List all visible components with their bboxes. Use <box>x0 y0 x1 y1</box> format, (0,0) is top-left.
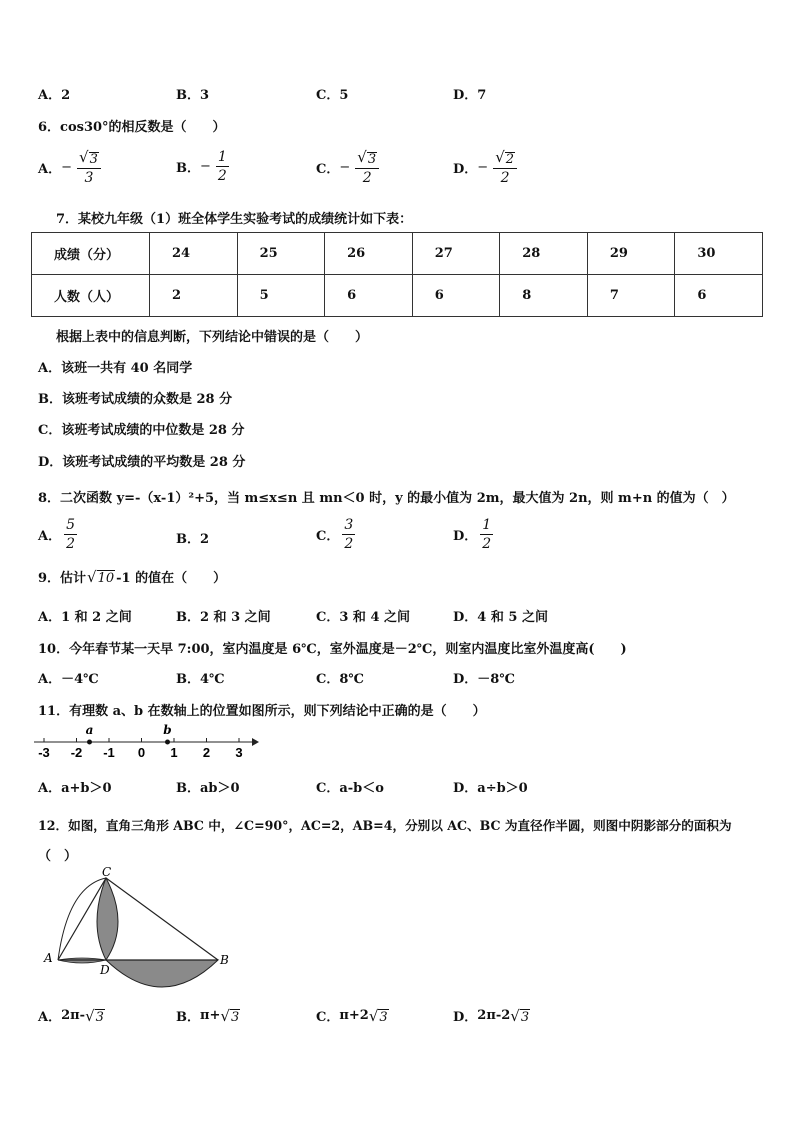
table-cell: 30 <box>675 233 763 275</box>
fraction <box>480 518 493 551</box>
q5-option-c: C．5 <box>316 88 349 103</box>
option-letter: A． <box>38 1010 62 1025</box>
q8-option-a <box>38 518 77 551</box>
grades-table <box>31 232 763 317</box>
q9-option-c: C．3 和 4 之间 <box>316 610 411 625</box>
option-letter: C． <box>316 1010 340 1025</box>
q5-option-b: B．3 <box>176 88 210 103</box>
table-row <box>32 233 763 275</box>
table-cell: 7 <box>587 275 675 317</box>
denominator: 2 <box>500 170 510 186</box>
number-line-tick-label: -2 <box>70 745 83 760</box>
q12-option-a <box>38 1006 105 1025</box>
number-line-tick-label: 3 <box>235 745 243 760</box>
q12-question-line1: 12．如图，直角三角形 ABC 中，∠C=90°，AC=2，AB=4，分别以 AC、BC 为直径作半圆，则图中阴影部分的面积为 <box>38 818 732 833</box>
q11-question: 11．有理数 a、b 在数轴上的位置如图所示，则下列结论中正确的是（ ） <box>38 704 486 719</box>
q10-option-a: A．－4℃ <box>38 672 99 687</box>
q8-option-c <box>316 518 355 551</box>
numerator: 5 <box>66 517 76 533</box>
q7-option-b: B．该班考试成绩的众数是 28 分 <box>38 392 233 407</box>
table-cell: 28 <box>500 233 588 275</box>
denominator: 2 <box>344 536 354 552</box>
radicand: 3 <box>379 1009 388 1025</box>
numerator: 1 <box>217 149 227 165</box>
q6-option-b <box>176 150 229 183</box>
point-b <box>165 740 170 745</box>
q10-option-c: C．8℃ <box>316 672 364 687</box>
table-cell: 5 <box>237 275 325 317</box>
q7-question: 7．某校九年级（1）班全体学生实验考试的成绩统计如下表： <box>56 212 413 227</box>
label-d: D <box>100 963 110 977</box>
radicand: 3 <box>95 1009 104 1025</box>
q10-option-b: B．4℃ <box>176 672 225 687</box>
number-line-tick-label: 0 <box>137 745 146 760</box>
arrow-icon <box>252 738 259 746</box>
denominator: 2 <box>482 536 492 552</box>
q12-question-line2: （ ） <box>38 849 78 864</box>
fraction <box>64 518 77 551</box>
table-cell: 27 <box>412 233 500 275</box>
label-a: A <box>44 951 53 965</box>
label-b: B <box>220 953 229 967</box>
q8-question: 8．二次函数 y=-（x-1）²+5，当 m≤x≤n 且 mn＜0 时，y 的最小值为 2m，最大值为 2n，则 m+n 的值为（ ） <box>38 491 735 506</box>
q10-question: 10．今年春节某一天早 7:00，室内温度是 6℃，室外温度是－2℃，则室内温度比室外温度高( ) <box>38 642 627 657</box>
table-cell: 24 <box>150 233 238 275</box>
q7-prompt: 根据上表中的信息判断，下列结论中错误的是（ ） <box>56 330 369 345</box>
minus-sign: − <box>339 160 351 175</box>
numerator: 3 <box>89 152 98 167</box>
q11-option-c: C．a-b＜o <box>316 781 384 796</box>
fraction <box>493 150 517 185</box>
option-text: B．2 <box>176 532 210 547</box>
radicand: 3 <box>230 1009 240 1025</box>
shaded-large-segment <box>106 960 218 987</box>
minus-sign: − <box>477 160 489 175</box>
fraction <box>342 518 355 551</box>
q8-option-b <box>176 528 209 547</box>
denominator: 2 <box>66 536 76 552</box>
triangle-figure <box>38 866 238 996</box>
table-cell: 25 <box>237 233 325 275</box>
sqrt-icon: √ <box>85 1006 95 1025</box>
option-prefix: π+2 <box>339 1008 369 1023</box>
number-line-tick-label: -3 <box>38 745 50 760</box>
fraction <box>216 150 229 183</box>
q12-option-d <box>453 1006 530 1025</box>
label-c: C <box>102 866 112 879</box>
q9-option-d: D．4 和 5 之间 <box>453 610 548 625</box>
number-line <box>30 720 262 766</box>
q7-option-a: A．该班一共有 40 名同学 <box>38 361 193 376</box>
option-prefix: 2π- <box>61 1008 86 1023</box>
option-letter: C． <box>316 529 340 544</box>
q5-option-d: D．7 <box>453 88 487 103</box>
numerator: 1 <box>482 517 492 533</box>
q9-question <box>38 567 226 586</box>
shaded-lens-region <box>97 878 118 960</box>
fraction <box>355 150 379 185</box>
q6-option-c <box>316 150 379 185</box>
point-b-label: b <box>163 723 172 737</box>
q6-option-a <box>38 150 101 185</box>
table-cell: 6 <box>325 275 413 317</box>
numerator: 2 <box>505 152 515 167</box>
sqrt-icon: √ <box>87 567 97 586</box>
denominator: 3 <box>84 170 94 186</box>
q7-option-c: C．该班考试成绩的中位数是 28 分 <box>38 423 245 438</box>
q11-option-a: A．a+b＞0 <box>38 781 112 796</box>
fraction <box>77 150 101 185</box>
sqrt-icon: √ <box>220 1006 230 1025</box>
point-a-label: a <box>85 723 94 737</box>
sqrt-icon: √ <box>357 148 367 166</box>
point-a <box>87 740 92 745</box>
sqrt-icon: √ <box>368 1006 379 1025</box>
q6-option-d <box>453 150 517 185</box>
side-cb <box>106 878 218 960</box>
option-letter: D． <box>453 529 478 544</box>
q9-suffix: -1 的值在（ ） <box>116 571 227 586</box>
sqrt-icon: √ <box>510 1006 520 1025</box>
option-letter: B． <box>176 161 200 176</box>
minus-sign: − <box>200 159 211 174</box>
q6-question: 6．cos30°的相反数是（ ） <box>38 120 226 135</box>
option-letter: B． <box>176 1010 200 1025</box>
denominator: 2 <box>217 168 227 184</box>
table-cell: 29 <box>587 233 675 275</box>
radicand: 3 <box>520 1009 530 1025</box>
q10-option-d: D．－8℃ <box>453 672 515 687</box>
q11-option-d: D．a÷b＞0 <box>453 781 528 796</box>
q12-option-b <box>176 1006 240 1025</box>
numerator: 3 <box>367 152 377 167</box>
table-cell: 6 <box>675 275 763 317</box>
table-row <box>32 275 763 317</box>
number-line-tick-label: 2 <box>202 745 211 760</box>
q9-option-a: A．1 和 2 之间 <box>38 610 132 625</box>
q9-prefix: 9．估计 <box>38 571 87 586</box>
option-letter: C． <box>316 162 340 177</box>
table-cell: 26 <box>325 233 413 275</box>
option-prefix: π+ <box>200 1008 221 1023</box>
q9-option-b: B．2 和 3 之间 <box>176 610 271 625</box>
table-header-cell: 人数（人） <box>32 275 150 317</box>
q5-option-a: A．2 <box>38 88 71 103</box>
radicand: 10 <box>97 570 115 586</box>
q8-option-d <box>453 518 493 551</box>
option-letter: D． <box>453 162 478 177</box>
table-header-cell: 成绩（分） <box>32 233 150 275</box>
option-prefix: 2π-2 <box>477 1008 511 1023</box>
denominator: 2 <box>362 170 372 186</box>
minus-sign: − <box>61 160 72 175</box>
sqrt-icon: √ <box>495 148 505 166</box>
option-letter: A． <box>38 529 62 544</box>
q7-option-d: D．该班考试成绩的平均数是 28 分 <box>38 455 246 470</box>
option-letter: D． <box>453 1010 478 1025</box>
number-line-tick-label: 1 <box>170 745 178 760</box>
table-cell: 2 <box>150 275 238 317</box>
q11-option-b: B．ab＞0 <box>176 781 240 796</box>
q12-option-c <box>316 1006 389 1025</box>
table-cell: 8 <box>500 275 588 317</box>
sqrt-icon: √ <box>79 148 89 166</box>
numerator: 3 <box>344 517 354 533</box>
number-line-tick-label: -1 <box>103 745 115 760</box>
option-letter: A． <box>38 162 62 177</box>
table-cell: 6 <box>412 275 500 317</box>
